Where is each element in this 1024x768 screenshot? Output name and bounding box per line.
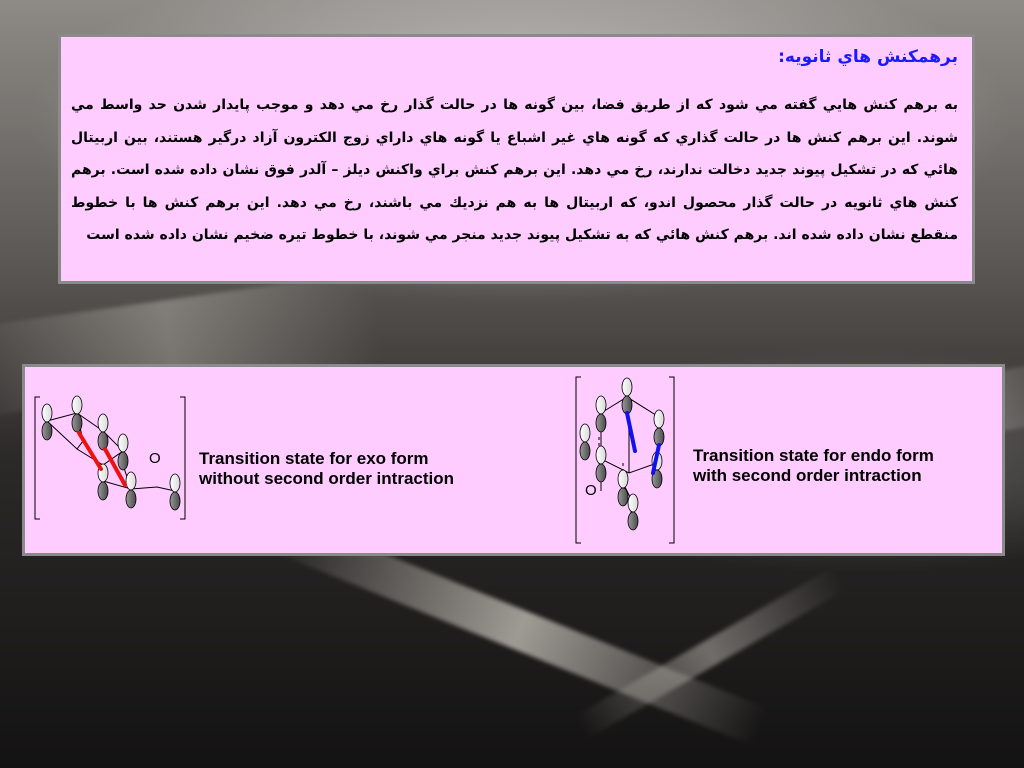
endo-caption <box>693 446 934 486</box>
exo-caption-line-1: Transition state for exo form <box>199 449 429 468</box>
p-orbitals <box>580 378 664 530</box>
endo-caption-line-2: with second order intraction <box>693 466 922 485</box>
figure-panel <box>22 364 1005 556</box>
left-bracket <box>576 377 581 543</box>
right-bracket <box>180 397 185 519</box>
text-panel <box>58 34 975 284</box>
endo-atom-label: O <box>585 482 597 499</box>
endo-caption-line-1: Transition state for endo form <box>693 446 934 465</box>
exo-transition-state-diagram <box>31 393 195 523</box>
left-bracket <box>35 397 40 519</box>
section-heading: برهمکنش هاي ثانويه: <box>778 47 958 67</box>
background-light-streak <box>574 567 847 740</box>
endo-transition-state-diagram <box>571 373 687 547</box>
exo-caption-line-2: without second order intraction <box>199 469 455 488</box>
right-bracket <box>669 377 674 543</box>
exo-caption <box>199 449 454 489</box>
body-paragraph: به برهم كنش هايي گفته مي شود كه از طريق فضا، بين گونه ها در حالت گذار رخ مي دهد و موجب پايدار شدن حد واسط مي شوند. اين برهم كنش ها در حالت گذاري كه گونه هاي غير اشباع يا گونه هاي داراي زوج الكترون آزاد درگير هستند، بين اربيتال هائي كه در تشكيل پيوند جديد دخالت ندارند، رخ مي دهد. اين برهم كنش براي واكنش ديلز – آلدر فوق نشان داده شده است. برهم كنش هاي ثانويه در حالت گذار محصول اندو، كه اربيتال ها به هم نزديك مي باشند، رخ مي دهد. اين برهم كنش ها با خطوط منقطع نشان داده شده اند. برهم كنش هائي كه به تشكيل پيوند جديد منجر مي شوند، با خطوط تيره ضخيم نشان داده شده است <box>71 97 958 243</box>
exo-atom-label: O <box>149 450 161 467</box>
